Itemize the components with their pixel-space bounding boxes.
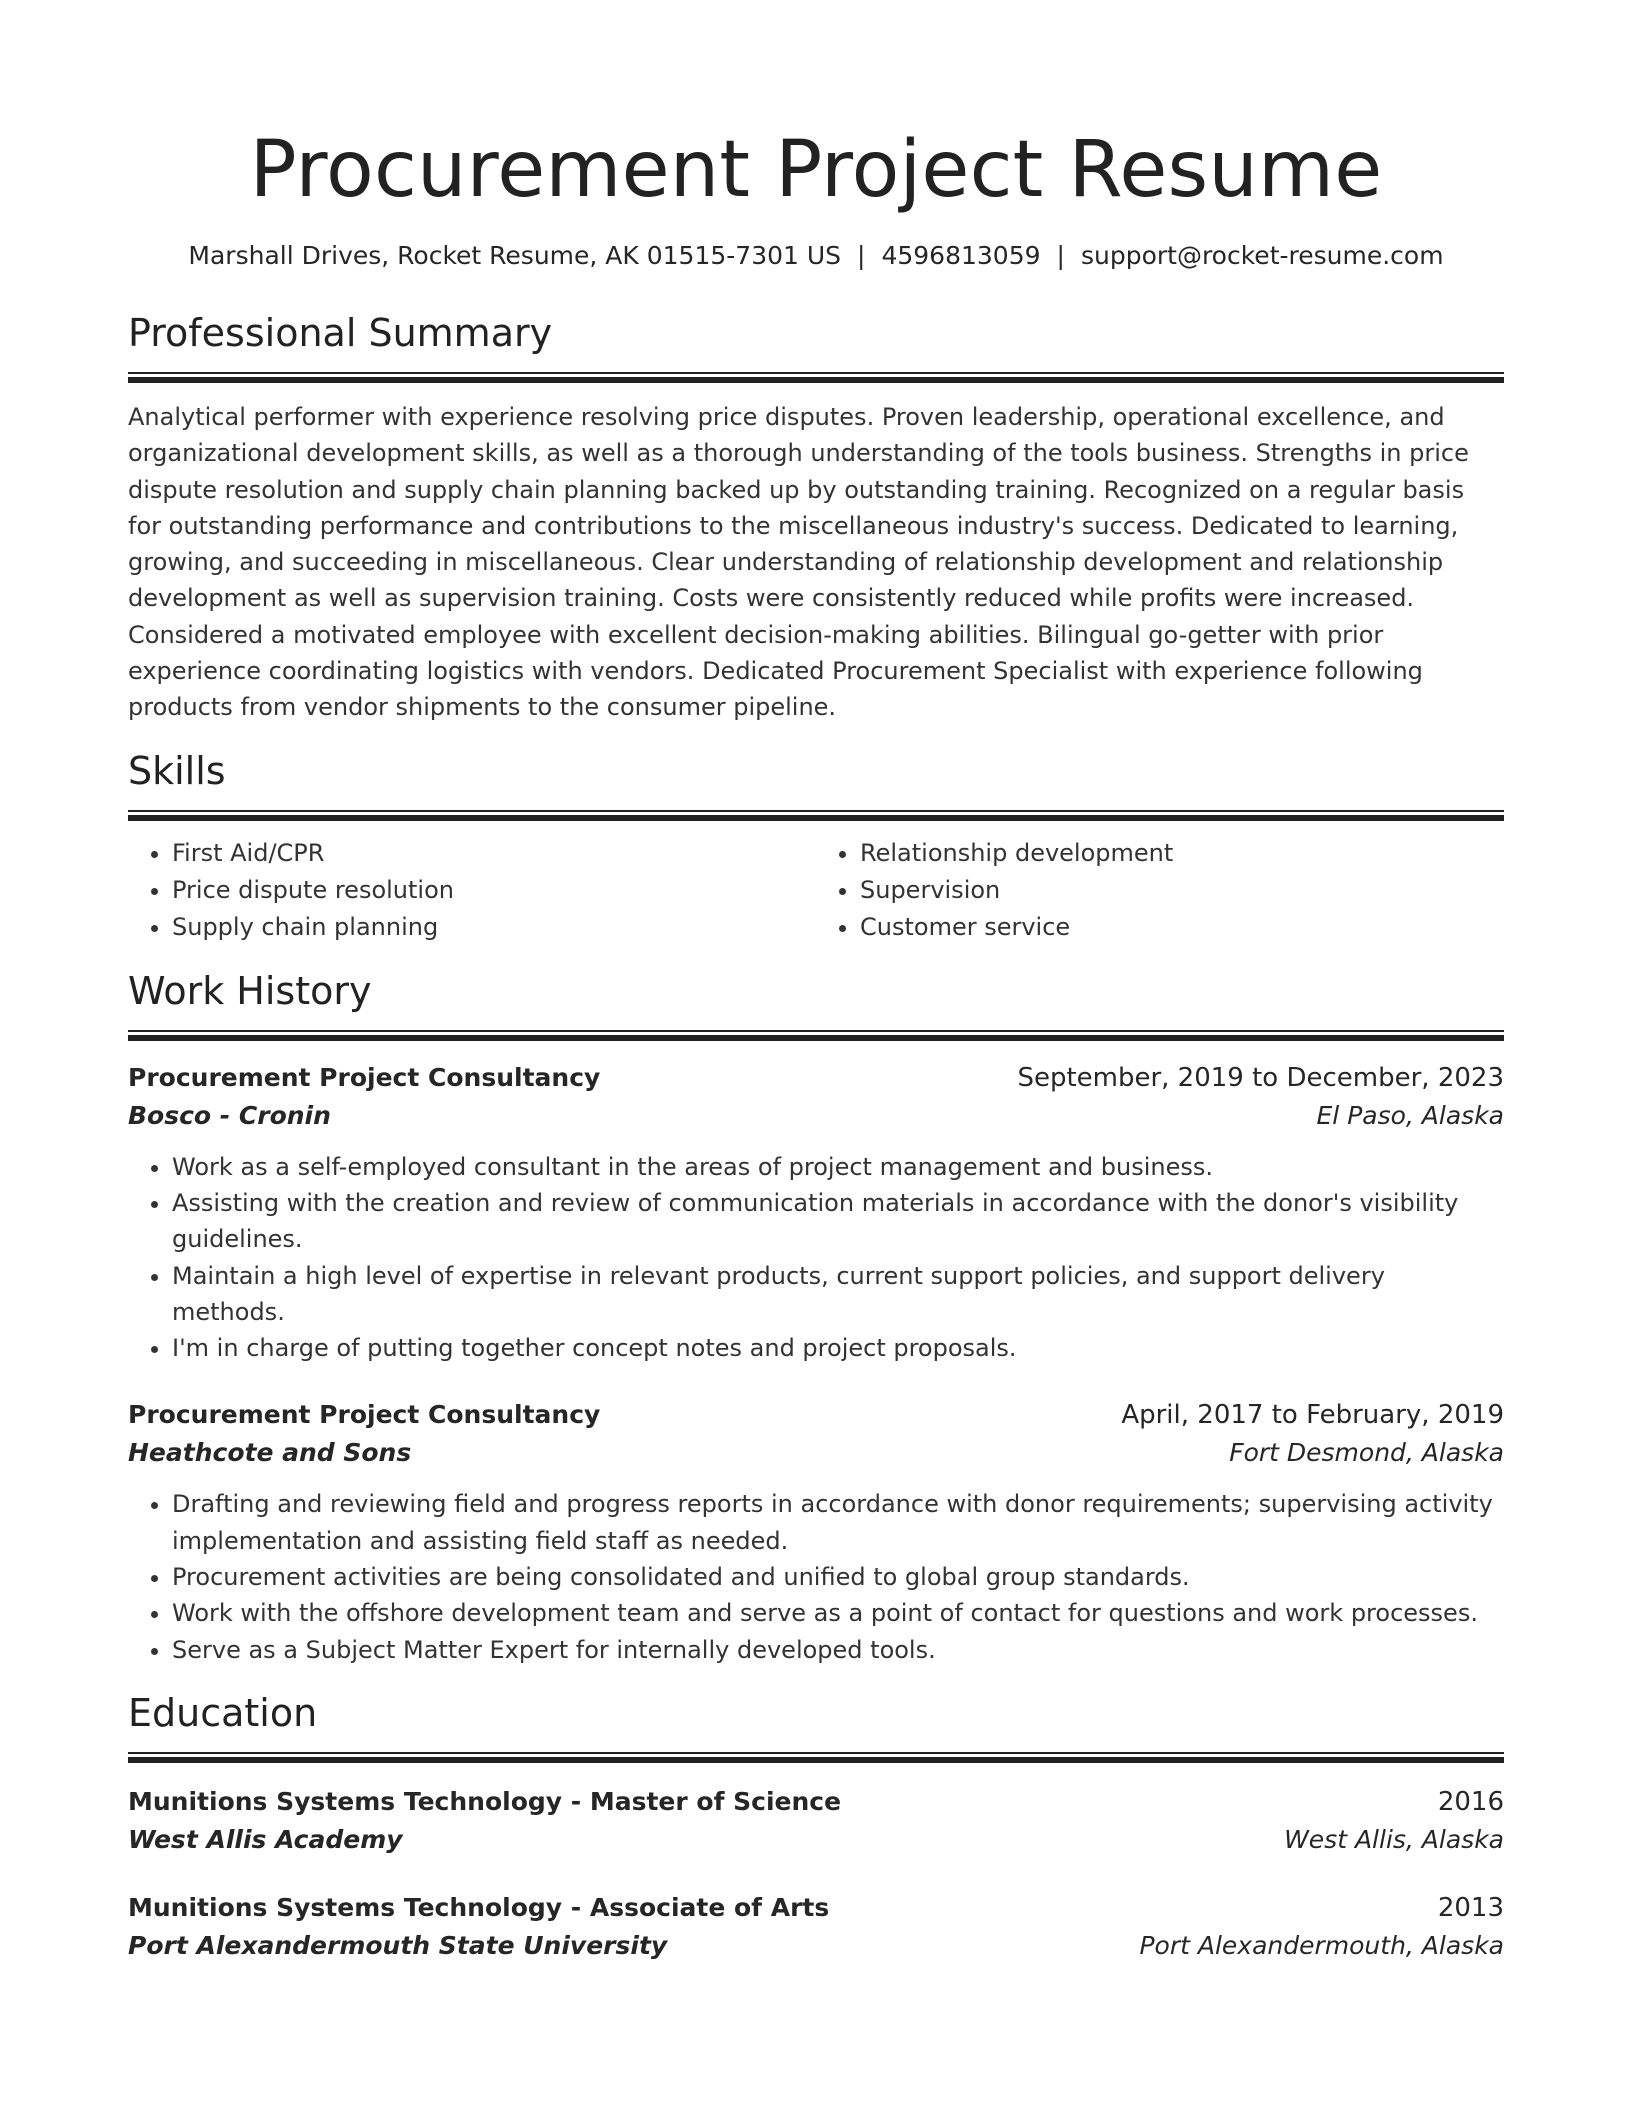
section-divider (128, 810, 1504, 821)
education-degree: Munitions Systems Technology - Associate of Arts (128, 1892, 830, 1922)
summary-section (128, 310, 1504, 726)
job-bullet: • Maintain a high level of expertise in relevant products, current support policies, and support delivery methods. (172, 1258, 1504, 1331)
contact-separator: | (857, 241, 866, 270)
job-company: Heathcote and Sons (128, 1438, 412, 1468)
summary-text: Analytical performer with experience resolving price disputes. Proven leadership, operational excellence, and organizational development skills, as well as a thorough understanding of the tools business. Strengths in price dispute resolution and supply chain planning backed up by outstanding training. Recognized on a regular basis for outstanding performance and contributions to the miscellaneous industry's success. Dedicated to learning, growing, and succeeding in miscellaneous. Clear understanding of relationship development and relationship development as well as supervision training. Costs were consistently reduced while profits were increased. Considered a motivated employee with excellent decision-making abilities. Bilingual go-getter with prior experience coordinating logistics with vendors. Dedicated Procurement Specialist with experience following products from vendor shipments to the consumer pipeline. (128, 403, 1469, 722)
skill-item: • First Aid/CPR (172, 835, 816, 872)
job-bullet: • Drafting and reviewing field and progress reports in accordance with donor requirements; supervising activity implementation and assisting field staff as needed. (172, 1486, 1504, 1559)
section-divider (128, 372, 1504, 383)
skill-item: • Relationship development (860, 835, 1504, 872)
job-entry (128, 1396, 1504, 1667)
job-company: Bosco - Cronin (128, 1100, 331, 1130)
education-year: 2016 (1437, 1786, 1504, 1817)
job-bullet: • Serve as a Subject Matter Expert for internally developed tools. (172, 1632, 1504, 1668)
education-header-row (128, 1889, 1504, 1927)
job-bullet: • I'm in charge of putting together concept notes and project proposals. (172, 1330, 1504, 1366)
education-degree: Munitions Systems Technology - Master of Science (128, 1786, 842, 1816)
job-location: El Paso, Alaska (1316, 1100, 1504, 1130)
job-bullet: • Work as a self-employed consultant in the areas of project management and business. (172, 1149, 1504, 1185)
education-heading: Education (128, 1690, 318, 1735)
job-entry (128, 1059, 1504, 1367)
job-bullet: • Assisting with the creation and review of communication materials in accordance with the donor's visibility guidelines. (172, 1185, 1504, 1258)
skill-item: • Supervision (860, 872, 1504, 909)
education-location: Port Alexandermouth, Alaska (1139, 1930, 1504, 1960)
contact-line (128, 238, 1504, 274)
education-year: 2013 (1437, 1892, 1504, 1923)
contact-phone: 4596813059 (881, 241, 1041, 270)
skills-list (128, 835, 1504, 946)
job-title: Procurement Project Consultancy (128, 1400, 601, 1430)
job-bullet: • Procurement activities are being consolidated and unified to global group standards. (172, 1559, 1504, 1595)
job-title: Procurement Project Consultancy (128, 1062, 601, 1092)
education-entry (128, 1889, 1504, 1965)
education-location: West Allis, Alaska (1284, 1824, 1504, 1854)
job-company-row (128, 1434, 1504, 1472)
skills-section (128, 748, 1504, 946)
education-school-row (128, 1821, 1504, 1859)
section-divider (128, 1752, 1504, 1763)
education-header-row (128, 1783, 1504, 1821)
job-header-row (128, 1396, 1504, 1434)
skill-item: • Supply chain planning (172, 909, 816, 946)
education-entry (128, 1783, 1504, 1859)
resume-title: Procurement Project Resume (249, 125, 1383, 215)
job-bullets (128, 1486, 1504, 1667)
job-bullet: • Work with the offshore development team and serve as a point of contact for questions and work processes. (172, 1595, 1504, 1631)
contact-email: support@rocket-resume.com (1080, 241, 1444, 270)
skills-column-right (816, 835, 1504, 946)
contact-separator: | (1056, 241, 1065, 270)
job-dates: September, 2019 to December, 2023 (1017, 1062, 1504, 1093)
job-location: Fort Desmond, Alaska (1229, 1438, 1504, 1468)
skill-item: • Price dispute resolution (172, 872, 816, 909)
work-history-heading: Work History (128, 968, 372, 1013)
summary-heading: Professional Summary (128, 311, 553, 355)
section-divider (128, 1030, 1504, 1041)
job-bullets (128, 1149, 1504, 1367)
skills-column-left (128, 835, 816, 946)
skills-heading: Skills (128, 748, 226, 793)
job-dates: April, 2017 to February, 2019 (1121, 1400, 1504, 1431)
skill-item: • Customer service (860, 909, 1504, 946)
education-school: West Allis Academy (128, 1824, 403, 1854)
job-header-row (128, 1059, 1504, 1097)
job-company-row (128, 1097, 1504, 1135)
education-section (128, 1690, 1504, 1965)
education-school-row (128, 1927, 1504, 1965)
education-school: Port Alexandermouth State University (128, 1930, 668, 1960)
contact-address: Marshall Drives, Rocket Resume, AK 01515-7301 US (188, 241, 842, 270)
work-history-section (128, 968, 1504, 1668)
